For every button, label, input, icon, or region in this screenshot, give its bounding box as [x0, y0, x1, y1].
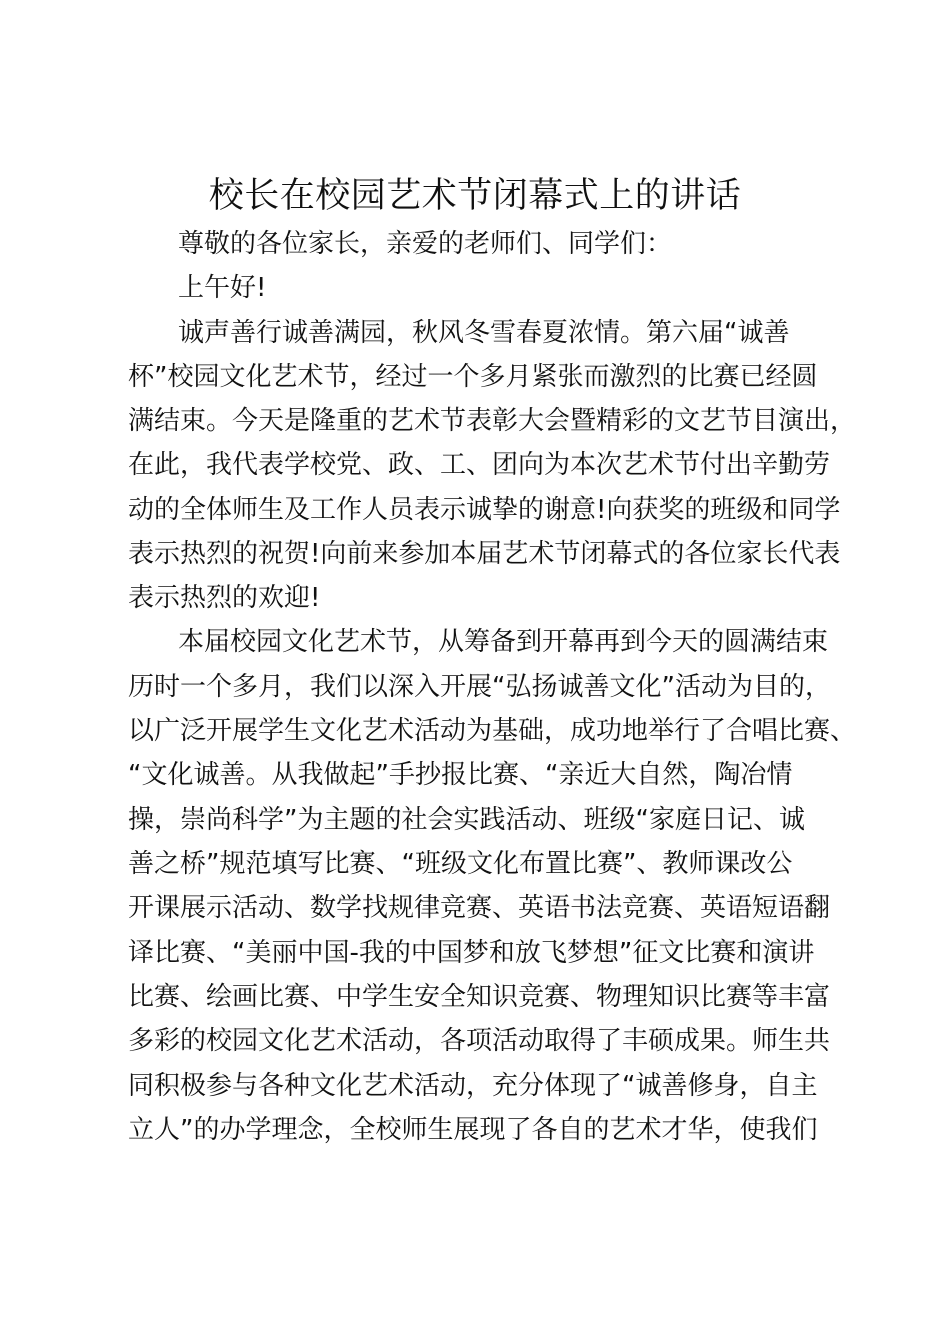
paragraph-line: 杯”校园文化艺术节，经过一个多月紧张而激烈的比赛已经圆	[128, 362, 818, 392]
paragraph-line: 多彩的校园文化艺术活动，各项活动取得了丰硕成果。师生共	[128, 1026, 831, 1056]
paragraph-line: 善之桥”规范填写比赛、“班级文化布置比赛”、教师课改公	[128, 849, 793, 879]
paragraph-line: 译比赛、“美丽中国-我的中国梦和放飞梦想”征文比赛和演讲	[128, 938, 815, 968]
paragraph-line: 满结束。今天是隆重的艺术节表彰大会暨精彩的文艺节目演出，	[128, 406, 857, 436]
document-title: 校长在校园艺术节闭幕式上的讲话	[208, 176, 742, 216]
paragraph-line: “文化诚善。从我做起”手抄报比赛、“亲近大自然，陶冶情	[128, 760, 793, 790]
paragraph-line: 动的全体师生及工作人员表示诚挚的谢意!向获奖的班级和同学	[128, 495, 841, 525]
paragraph-line: 在此，我代表学校党、政、工、团向为本次艺术节付出辛勤劳	[128, 450, 831, 480]
paragraph-line: 同积极参与各种文化艺术活动，充分体现了“诚善修身，自主	[128, 1071, 818, 1101]
greeting-line: 上午好!	[178, 273, 267, 303]
paragraph-line: 比赛、绘画比赛、中学生安全知识竞赛、物理知识比赛等丰富	[128, 982, 831, 1012]
paragraph-line: 开课展示活动、数学找规律竞赛、英语书法竞赛、英语短语翻	[128, 893, 831, 923]
paragraph-line: 以广泛开展学生文化艺术活动为基础，成功地举行了合唱比赛、	[128, 716, 857, 746]
paragraph-line: 操，崇尚科学”为主题的社会实践活动、班级“家庭日记、诚	[128, 805, 805, 835]
paragraph-line: 历时一个多月，我们以深入开展“弘扬诚善文化”活动为目的，	[128, 672, 831, 702]
paragraph-line: 本届校园文化艺术节，从筹备到开幕再到今天的圆满结束	[178, 627, 829, 657]
salutation-line: 尊敬的各位家长，亲爱的老师们、同学们：	[178, 229, 673, 259]
paragraph-line: 表示热烈的欢迎!	[128, 583, 321, 613]
paragraph-line: 立人”的办学理念，全校师生展现了各自的艺术才华，使我们	[128, 1115, 818, 1145]
paragraph-line: 表示热烈的祝贺!向前来参加本届艺术节闭幕式的各位家长代表	[128, 539, 841, 569]
paragraph-line: 诚声善行诚善满园，秋风冬雪春夏浓情。第六届“诚善	[178, 318, 790, 348]
